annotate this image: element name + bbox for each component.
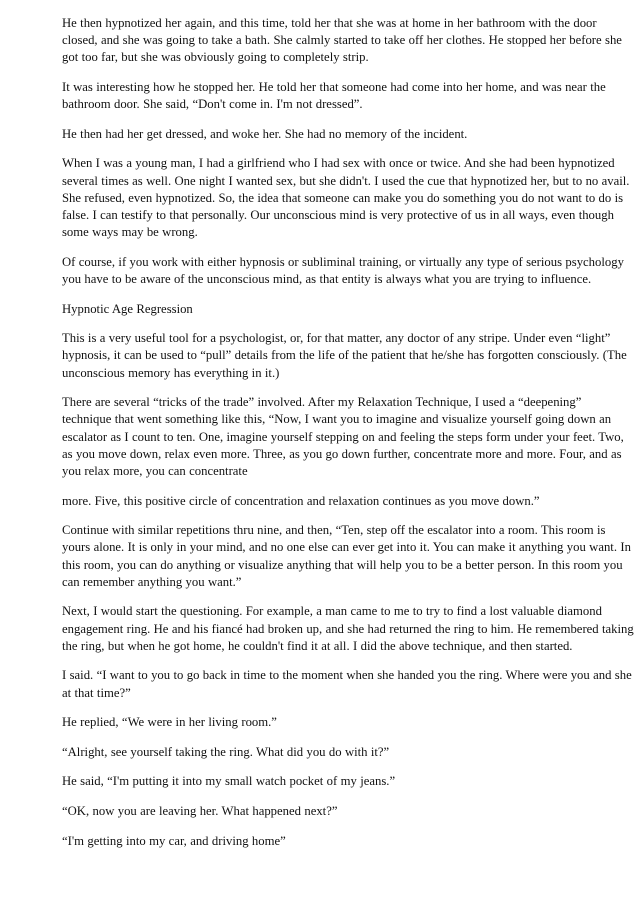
paragraph: He replied, “We were in her living room.” <box>62 715 277 730</box>
paragraph: He then hypnotized her again, and this time, told her that she was at home in her bathroom with the door closed, and she was going to take a bath. She calmly started to take off her clothes. He stopped her before she got too far, but she was obviously going to completely strip. <box>62 16 622 65</box>
paragraph: Of course, if you work with either hypnosis or subliminal training, or virtually any type of serious psychology you have to be aware of the unconscious mind, as that entity is always what you are trying to influence. <box>62 254 624 286</box>
section-heading: Hypnotic Age Regression <box>62 301 193 316</box>
paragraph: When I was a young man, I had a girlfriend who I had sex with once or twice. And she had been hypnotized several times as well. One night I wanted sex, but she didn't. I used the cue that hypnotized her, but to no avail. She refused, even hypnotized. So, the idea that someone can make you do something you do not want to do is false. I can testify to that personally. Our unconscious mind is very protective of us in all ways, even though some ways may be wrong. <box>62 156 630 240</box>
paragraph: “Alright, see yourself taking the ring. What did you do with it?” <box>62 744 390 759</box>
paragraph: “I'm getting into my car, and driving home” <box>62 833 286 848</box>
paragraph: more. Five, this positive circle of concentration and relaxation continues as you move down.” <box>62 493 540 508</box>
paragraph: I said. “I want to you to go back in time to the moment when she handed you the ring. Where were you and she at that time?” <box>62 668 632 700</box>
paragraph: Next, I would start the questioning. For example, a man came to me to try to find a lost valuable diamond engagement ring. He and his fiancé had broken up, and she had returned the ring to him. He remembered taking the ring, but when he got home, he couldn't find it at all. I did the above technique, and then started. <box>62 604 634 653</box>
paragraph: There are several “tricks of the trade” involved. After my Relaxation Technique, I used a “deepening” technique that went something like this, “Now, I want you to imagine and visualize yourself going down an escalator as I count to ten. One, imagine yourself stepping on and feeling the steps form under your feet. Two, as you move down, relax even more. Three, as you go down further, concentrate more and more. Four, and as you relax more, you can concentrate <box>62 395 624 478</box>
paragraph: Continue with similar repetitions thru nine, and then, “Ten, step off the escalator into a room. This room is yours alone. It is only in your mind, and no one else can ever get into it. You can make it anything you want. In this room, you can do anything or visualize anything that will help you to be a better person. In this room you can remember anything you want.” <box>62 523 631 589</box>
paragraph: He said, “I'm putting it into my small watch pocket of my jeans.” <box>62 774 396 789</box>
paragraph: This is a very useful tool for a psychologist, or, for that matter, any doctor of any stripe. Under even “light” hypnosis, it can be used to “pull” details from the life of the patient that he/she has forgotten consciously. (The unconscious memory has everything in it.) <box>62 331 627 380</box>
paragraph: He then had her get dressed, and woke her. She had no memory of the incident. <box>62 126 468 141</box>
paragraph: “OK, now you are leaving her. What happened next?” <box>62 803 338 818</box>
document-body <box>62 15 634 862</box>
paragraph: It was interesting how he stopped her. He told her that someone had come into her home, and was near the bathroom door. She said, “Don't come in. I'm not dressed”. <box>62 80 606 112</box>
